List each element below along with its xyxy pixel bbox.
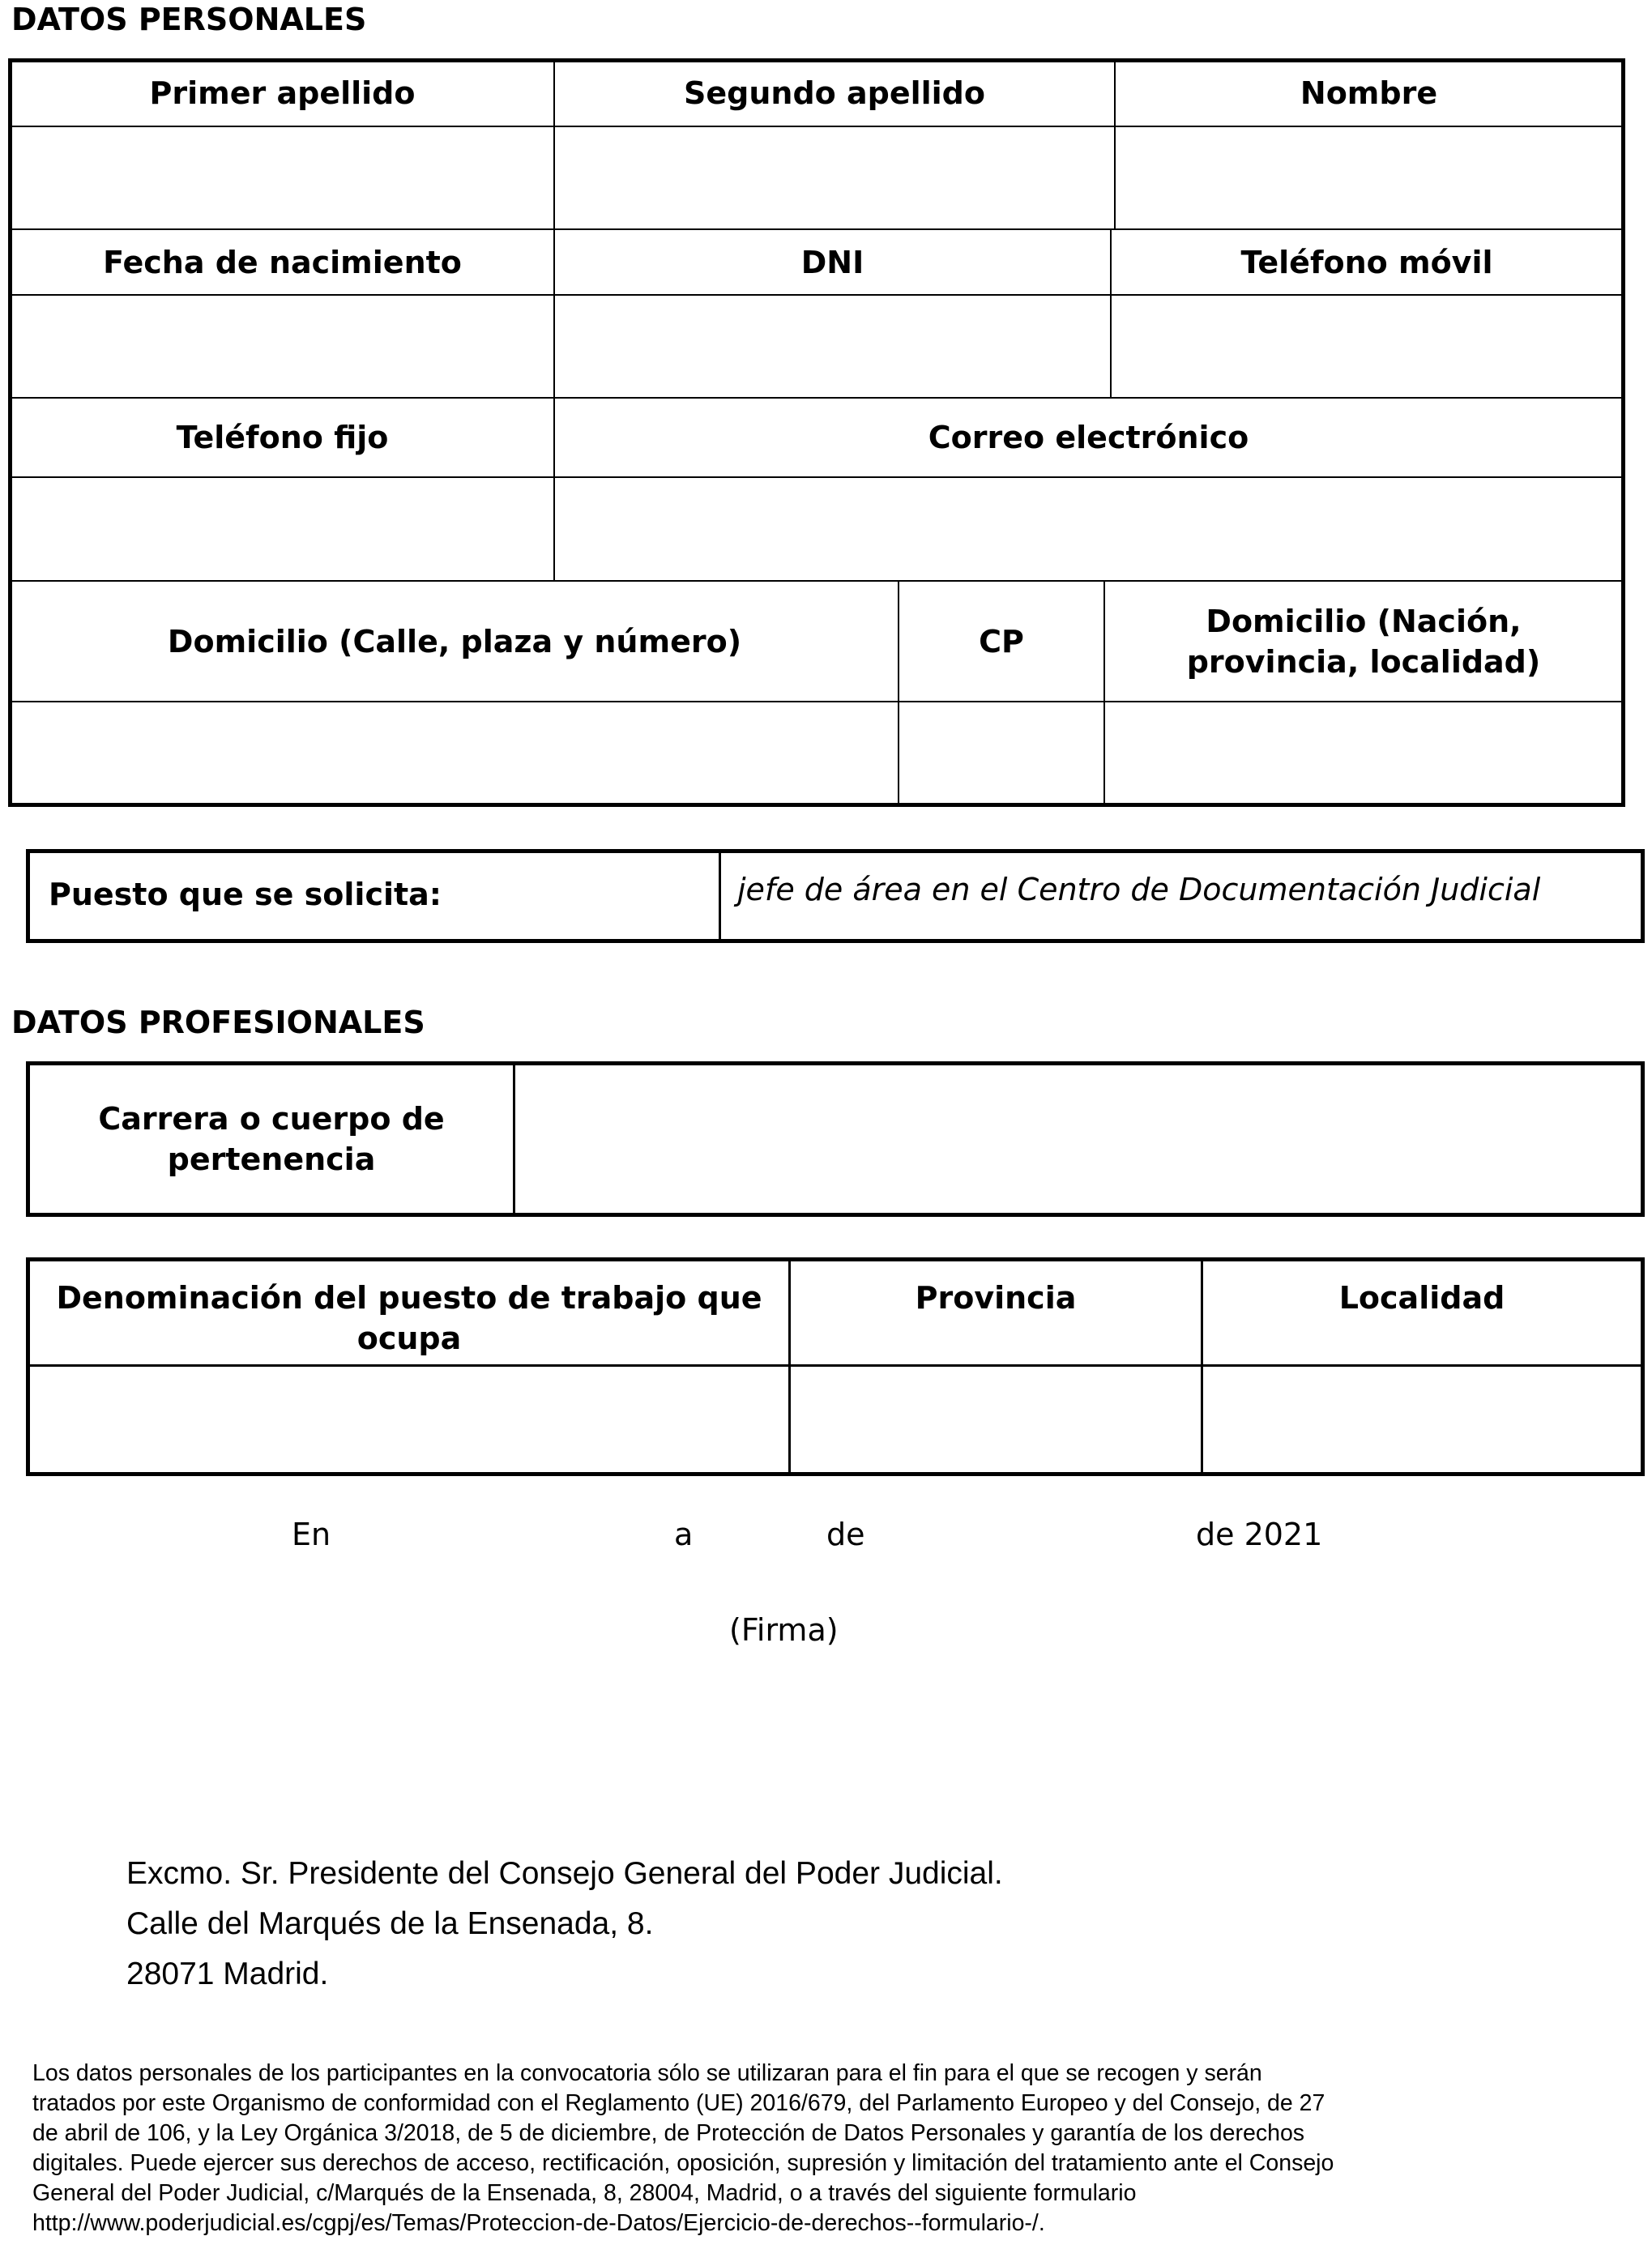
provincia-field[interactable] [791,1367,1201,1472]
section-title-professional: DATOS PROFESIONALES [11,1005,425,1040]
addressee-line-2: Calle del Marqués de la Ensenada, 8. [126,1906,654,1941]
denominacion-puesto-field[interactable] [30,1367,788,1472]
nombre-field[interactable] [1116,127,1622,228]
label-telefono-fijo: Teléfono fijo [176,420,389,455]
domicilio-nacion-field[interactable] [1105,702,1622,804]
label-segundo-apellido: Segundo apellido [684,75,985,111]
label-primer-apellido: Primer apellido [149,75,416,111]
primer-apellido-field[interactable] [11,127,553,228]
privacy-line-5: General del Poder Judicial, c/Marqués de la Ensenada, 8, 28004, Madrid, o a través del siguiente formulario [32,2180,1137,2206]
addressee-line-1: Excmo. Sr. Presidente del Consejo General del Poder Judicial. [126,1856,1003,1891]
privacy-line-1: Los datos personales de los participantes en la convocatoria sólo se utilizaran para el fin para el que se recogen y serán [32,2060,1262,2086]
label-domicilio-nacion: Domicilio (Nación, provincia, localidad) [1186,603,1541,680]
privacy-notice [32,2059,1649,2238]
date-label-year: de 2021 [1196,1517,1323,1552]
privacy-line-3: de abril de 106, y la Ley Orgánica 3/2018, de 5 de diciembre, de Protección de Datos Personales y garantía de los derechos [32,2120,1305,2146]
privacy-form-link[interactable]: http://www.poderjudicial.es/cgpj/es/Temas/Proteccion-de-Datos/Ejercicio-de-derechos--formulario-/. [32,2210,1045,2236]
domicilio-calle-field[interactable] [11,702,898,804]
section-title-personal: DATOS PERSONALES [11,2,367,37]
date-label-a: a [674,1517,694,1552]
label-localidad: Localidad [1338,1280,1505,1316]
label-telefono-movil: Teléfono móvil [1240,244,1493,280]
cp-field[interactable] [899,702,1103,804]
firma-label: (Firma) [729,1612,839,1648]
date-label-de: de [826,1517,865,1552]
label-carrera: Carrera o cuerpo de pertenencia [98,1101,445,1177]
dni-field[interactable] [555,296,1110,397]
carrera-field[interactable] [516,1065,1641,1213]
date-label-en: En [292,1517,331,1552]
label-puesto-solicita: Puesto que se solicita: [49,877,442,912]
addressee-block [126,1849,1003,1999]
fecha-nacimiento-field[interactable] [11,296,553,397]
label-nombre: Nombre [1300,75,1438,111]
label-cp: CP [979,623,1024,659]
puesto-solicita-value: jefe de área en el Centro de Documentación Judicial [737,872,1541,907]
privacy-line-2: tratados por este Organismo de conformidad con el Reglamento (UE) 2016/679, del Parlamento Europeo y del Consejo, de 27 [32,2090,1325,2116]
label-correo-electronico: Correo electrónico [928,420,1249,455]
addressee-line-3: 28071 Madrid. [126,1957,329,1991]
label-fecha-nacimiento: Fecha de nacimiento [103,244,462,280]
telefono-fijo-field[interactable] [11,478,553,580]
privacy-line-4: digitales. Puede ejercer sus derechos de acceso, rectificación, oposición, supresión y limitación del tratamiento ante el Consejo [32,2150,1334,2176]
segundo-apellido-field[interactable] [555,127,1114,228]
label-provincia: Provincia [915,1280,1077,1316]
label-denominacion-puesto: Denominación del puesto de trabajo que ocupa [56,1280,762,1356]
label-dni: DNI [800,244,864,280]
correo-electronico-field[interactable] [555,478,1622,580]
label-domicilio-calle: Domicilio (Calle, plaza y número) [167,623,742,659]
localidad-field[interactable] [1203,1367,1641,1472]
telefono-movil-field[interactable] [1112,296,1622,397]
